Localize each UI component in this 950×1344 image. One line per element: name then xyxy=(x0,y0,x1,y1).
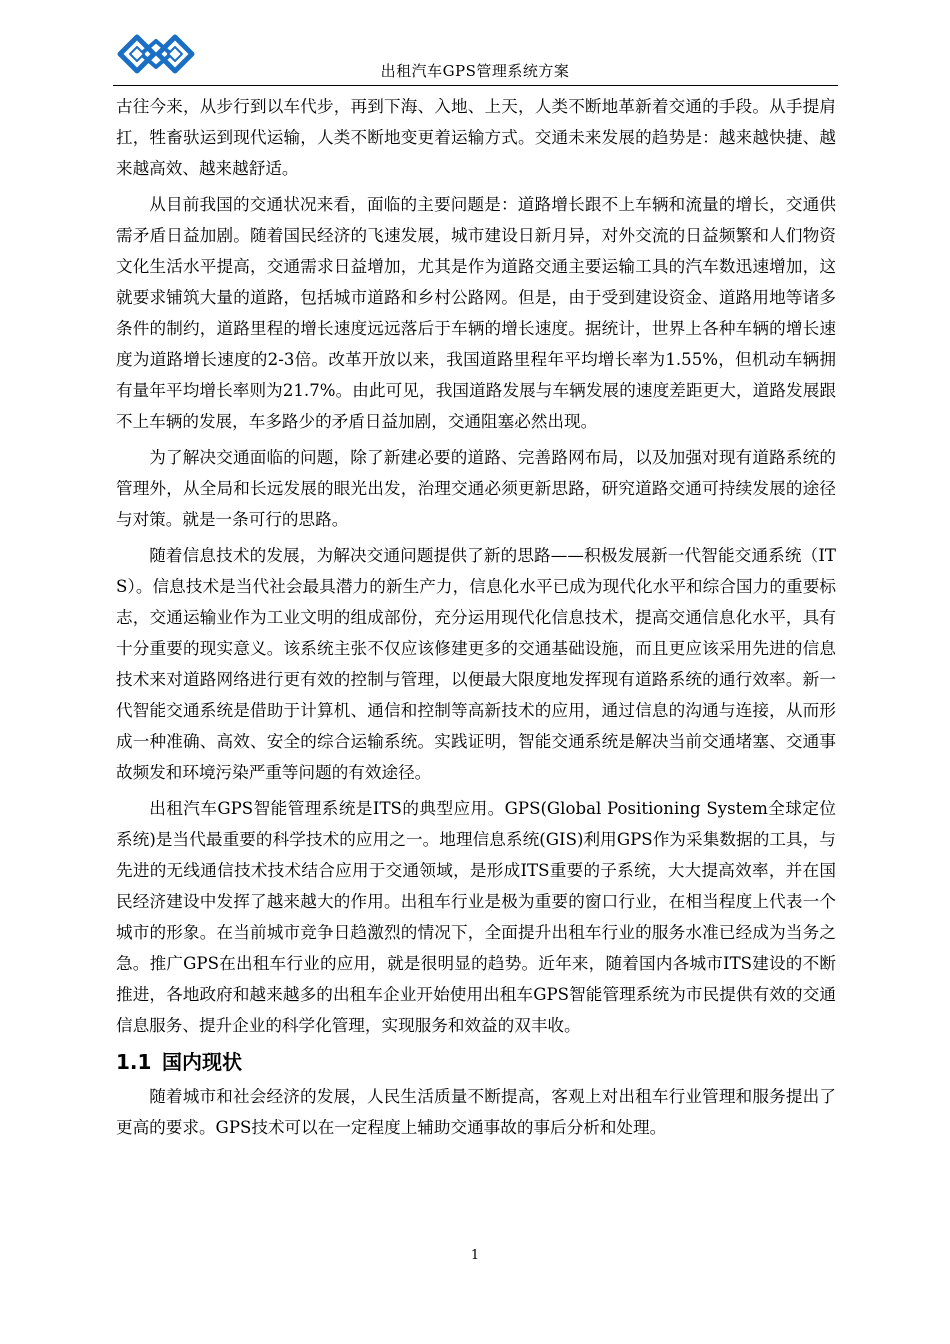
body-paragraph-1: 古往今来，从步行到以车代步，再到下海、入地、上天，人类不断地革新着交通的手段。从手提肩扛，牲畜驮运到现代运输，人类不断地变更着运输方式。交通未来发展的趋势是：越来越快捷、越来越高效、越来越舒适。 xyxy=(116,97,836,178)
page-number: 1 xyxy=(470,1248,480,1263)
body-paragraph-4: 随着信息技术的发展，为解决交通问题提供了新的思路——积极发展新一代智能交通系统（ITS）。信息技术是当代社会最具潜力的新生产力，信息化水平已成为现代化水平和综合国力的重要标志，交通运输业作为工业文明的组成部份，充分运用现代化信息技术，提高交通信息化水平，具有十分重要的现实意义。该系统主张不仅应该修建更多的交通基础设施，而且更应该采用先进的信息技术来对道路网络进行更有效的控制与管理，以便最大限度地发挥现有道路系统的通行效率。新一代智能交通系统是借助于计算机、通信和控制等高新技术的应用，通过信息的沟通与连接，从而形成一种准确、高效、安全的综合运输系统。实践证明，智能交通系统是解决当前交通堵塞、交通事故频发和环境污染严重等问题的有效途径。 xyxy=(116,546,836,782)
document-body xyxy=(116,91,836,1148)
body-paragraph-3: 为了解决交通面临的问题，除了新建必要的道路、完善路网布局，以及加强对现有道路系统的管理外，从全局和长远发展的眼光出发，治理交通必须更新思路，研究道路交通可持续发展的途径与对策。就是一条可行的思路。 xyxy=(116,448,836,529)
document-header-title: 出租汽车GPS管理系统方案 xyxy=(380,62,570,80)
section-title: 国内现状 xyxy=(162,1050,242,1074)
section-heading xyxy=(116,1046,836,1078)
body-paragraph-5: 出租汽车GPS智能管理系统是ITS的典型应用。GPS(Global Positioning System全球定位系统)是当代最重要的科学技术的应用之一。地理信息系统(GIS)利用GPS作为采集数据的工具，与先进的无线通信技术技术结合应用于交通领域，是形成ITS重要的子系统，大大提高效率，并在国民经济建设中发挥了越来越大的作用。出租车行业是极为重要的窗口行业，在相当程度上代表一个城市的形象。在当前城市竞争日趋激烈的情况下，全面提升出租车行业的服务水准已经成为当务之急。推广GPS在出租车行业的应用，就是很明显的趋势。近年来，随着国内各城市ITS建设的不断推进，各地政府和越来越多的出租车企业开始使用出租车GPS智能管理系统为市民提供有效的交通信息服务、提升企业的科学化管理，实现服务和效益的双丰收。 xyxy=(116,799,836,1035)
section-paragraph-1: 随着城市和社会经济的发展，人民生活质量不断提高，客观上对出租车行业管理和服务提出了更高的要求。GPS技术可以在一定程度上辅助交通事故的事后分析和处理。 xyxy=(116,1087,836,1137)
section-number: 1.1 xyxy=(116,1050,152,1074)
body-paragraph-2: 从目前我国的交通状况来看，面临的主要问题是：道路增长跟不上车辆和流量的增长，交通供需矛盾日益加剧。随着国民经济的飞速发展，城市建设日新月异，对外交流的日益频繁和人们物资文化生活水平提高，交通需求日益增加，尤其是作为道路交通主要运输工具的汽车数迅速增加，这就要求铺筑大量的道路，包括城市道路和乡村公路网。但是，由于受到建设资金、道路用地等诸多条件的制约，道路里程的增长速度远远落后于车辆的增长速度。据统计，世界上各种车辆的增长速度为道路增长速度的2-3倍。改革开放以来，我国道路里程年平均增长率为1.55%，但机动车辆拥有量年平均增长率则为21.7%。由此可见，我国道路发展与车辆发展的速度差距更大，道路发展跟不上车辆的发展，车多路少的矛盾日益加剧，交通阻塞必然出现。 xyxy=(116,195,836,431)
header-divider xyxy=(113,85,838,86)
